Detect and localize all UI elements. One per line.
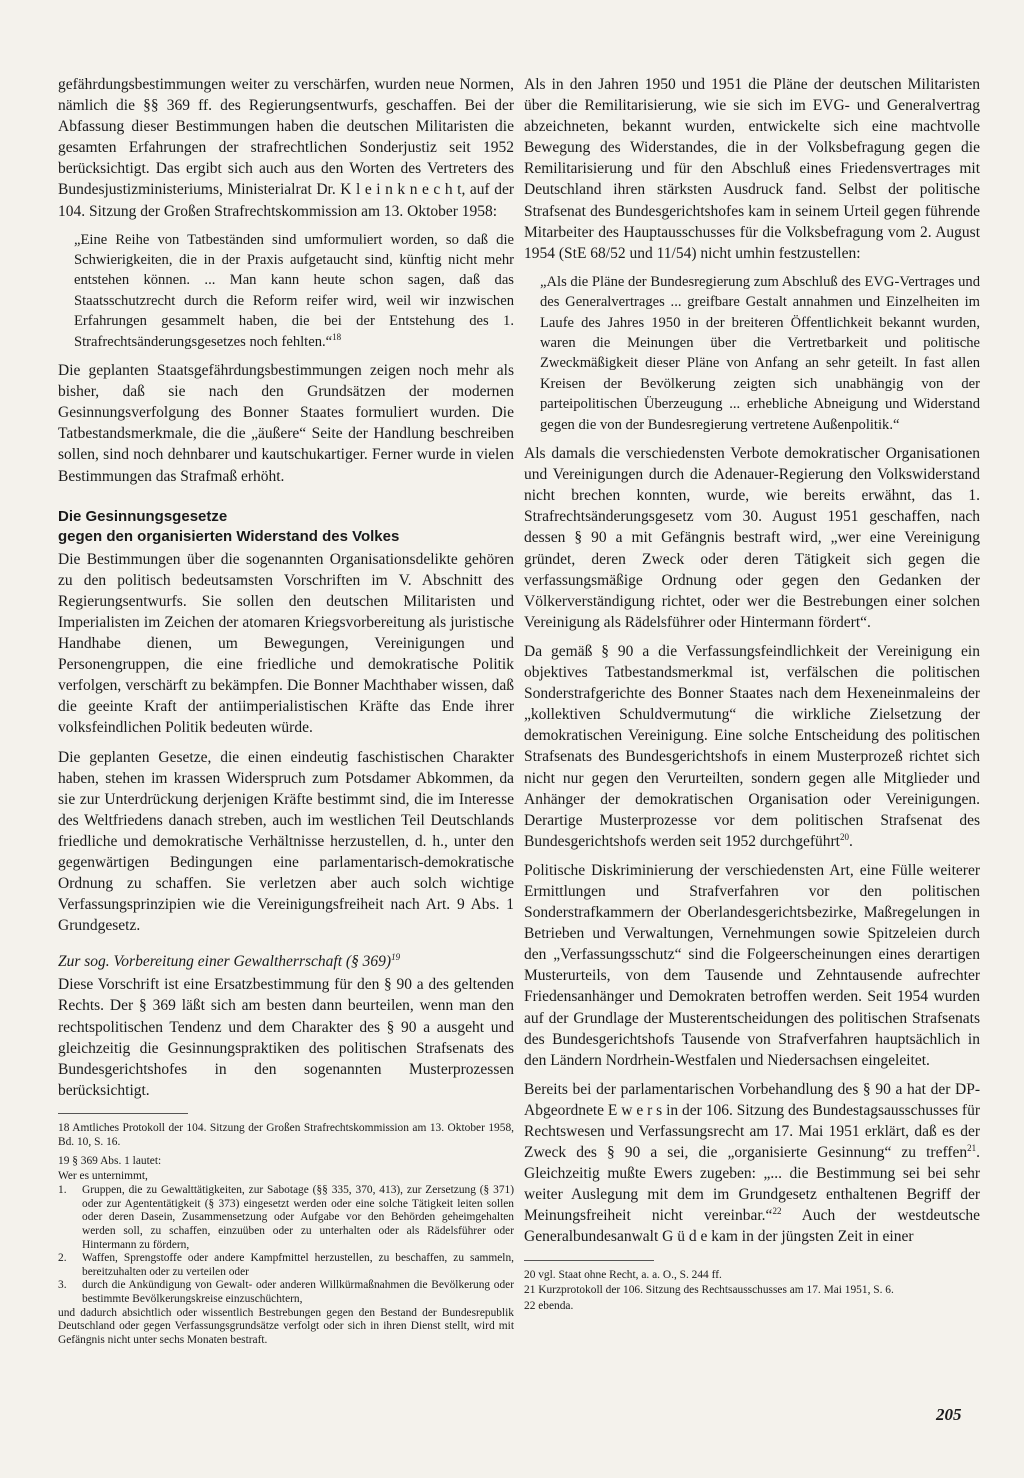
left-paragraph-1: gefährdungsbestimmungen weiter zu verschärfen, wurden neue Normen, nämlich die §§ 369 ff. des Regierungsentwurfs, geschaffen. Bei der Abfassung dieser Bestimmungen haben die deutschen Militaristen die gesamten Erfahrungen der strafrechtlichen Sonderjustiz seit 1952 berücksichtigt. Das ergibt sich auch aus den Worten des Vertreters des Bundesjustizministeriums, Ministerialrat Dr. K l e i n k n e c h t, auf der 104. Sitzung der Großen Strafrechtskommission am 13. Oktober 1958: [58,76,514,220]
footnote-20: 20 vgl. Staat ohne Recht, a. a. O., S. 244 ff. [524,1268,722,1281]
footnote-19-item-2 [58,1252,514,1279]
footnote-19-item-2-text: Waffen, Sprengstoffe oder andere Kampfmittel herzustellen, zu beschaffen, zu sammeln, bereitzuhalten oder zu verteilen oder [82,1252,514,1278]
footnote-ref-19: 19 [391,952,401,963]
left-paragraph-4: Die geplanten Gesetze, die einen eindeutig faschistischen Charakter haben, stehen im krassen Widerspruch zum Potsdamer Abkommen, da sie zur Unterdrückung derjenigen Kräfte bestimmt sind, die im Interesse des Weltfriedens danach streben, auch im westlichen Teil Deutschlands friedliche und demokratische Verhältnisse herzustellen, d. h., unter den gegenwärtigen Bedingungen eine parlamentarisch-demokratische Ordnung zu schaffen. Sie verletzen aber auch solch wichtige Verfassungsprinzipien wie die Vereinigungsfreiheit nach Art. 9 Abs. 1 Grundgesetz. [58,748,514,935]
footnote-ref-22: 22 [772,1206,782,1217]
left-column [58,74,514,1353]
footnote-rule-right [524,1260,654,1261]
footnote-ref-20: 20 [839,831,849,842]
left-paragraph-5: Diese Vorschrift ist eine Ersatzbestimmung für den § 90 a des geltenden Rechts. Der § 369 läßt sich am besten dann beurteilen, wenn man den rechtspolitischen Tendenz und dem Charakter des § 90 a ausgeht und gleichzeitig die Gesinnungspraktiken des politischen Strafsenats des Bundesgerichtshofes in den sogenannten Musterprozessen berücksichtigt. [58,976,514,1099]
right-paragraph-5-part-a: Bereits bei der parlamentarischen Vorbehandlung des § 90 a hat der DP-Abgeordnete E w e r s in der 106. Sitzung des Bundestagsausschusses für Rechtswesen und Verfassungsrecht am 17. Mai 1951 erklärt, daß es der Zweck des § 90 a sei, die „organisierte Gesinnung“ zu treffen [524,1080,980,1162]
footnote-19-intro: Wer es unternimmt, [58,1169,148,1182]
footnote-19-item-3-num: 3. [58,1279,67,1292]
right-paragraph-5-part-c: Auch der westdeutsche Generalbundesanwalt G ü d e kam in der jüngsten Zeit in einer [524,1207,980,1246]
footnote-22: 22 ebenda. [524,1299,574,1312]
right-column [524,74,980,1319]
page-number: 205 [936,1405,962,1424]
right-paragraph-4: Politische Diskriminierung der verschiedensten Art, eine Fülle weiterer Ermittlungen und Strafverfahren vor den politischen Sonderstrafkammern der Oberlandesgerichtsbezirke, Maßregelungen in Betrieben und Verwaltungen, Vernehmungen sowie Spitzeleien durch den „Verfassungsschutz“ sind die Folgeerscheinungen eines derartigen Musterurteils, von dem Tausende und Zehntausende aufrechter Friedensanhänger und Demokraten betroffen werden. Seit 1954 wurden auf der Grundlage der Musterentscheidungen des politischen Strafsenats des Bundesgerichtshofs Tausende von Strafverfahren hauptsächlich in den Ländern Nordrhein-Westfalen und Niedersachsen eingeleitet. [524,861,980,1069]
right-paragraph-1: Als in den Jahren 1950 und 1951 die Pläne der deutschen Militaristen über die Remilitarisierung, wie sie sich im EVG- und Generalvertrag abzeichneten, bekannt wurden, entwickelte sich eine machtvolle Bewegung des Widerstandes, die in der Volksbefragung gegen die Remilitarisierung und für den Abschluß eines Friedensvertrages mit Deutschland ihren stärksten Ausdruck fand. Selbst der politische Strafsenat des Bundesgerichtshofes kam in seinem Urteil gegen führende Mitarbeiter des Hauptausschusses für die Volksbefragung vom 2. August 1954 (StE 68/52 und 11/54) nicht umhin festzustellen: [524,76,980,262]
subsection-heading-text: Zur sog. Vorbereitung einer Gewaltherrschaft (§ 369) [58,953,392,971]
left-paragraph-3: Die Bestimmungen über die sogenannten Organisationsdelikte gehören zu den politisch bedeutsamsten Vorschriften im V. Abschnitt des Regierungsentwurfs. Sie sollen den deutschen Militaristen und Imperialisten im Zeichen der atomaren Kriegsvorbereitung als juristische Handhabe dienen, um Bewegungen, Vereinigungen und Personengruppen, die eine friedliche und demokratische Politik verfolgen, verschärft zu bekämpfen. Die Bonner Machthaber wissen, daß die geeinte Kraft der antiimperialistischen Kräfte das Ende ihrer volksfeindlichen Politik bedeuten würde. [58,550,514,737]
footnote-19-item-1-num: 1. [58,1184,67,1197]
footnote-19-list [58,1184,514,1306]
footnote-21: 21 Kurzprotokoll der 106. Sitzung des Rechtsausschusses am 17. Mai 1951, S. 6. [524,1284,894,1297]
left-quote-1-text: „Eine Reihe von Tatbeständen sind umformuliert worden, so daß die Schwierigkeiten, die in der Praxis aufgetaucht sind, künftig nicht mehr entstehen können. ... Man kann heute schon sagen, daß das Staatsschutzrecht durch die Reform reifer wird, weil wir inzwischen Erfahrungen gesammelt haben, die bei der Entstehung des 1. Strafrechtsänderungsgesetzes noch fehlten.“ [74,231,514,350]
footnote-ref-18: 18 [332,331,342,342]
subsection-heading [58,952,514,972]
footnote-19-item-2-num: 2. [58,1252,67,1265]
footnote-19-item-3-text: durch die Ankündigung von Gewalt- oder anderen Willkürmaßnahmen die Bevölkerung oder bestimmte Bevölkerungskreise einzuschüchtern, [82,1279,514,1306]
footnote-19-outro: und dadurch absichtlich oder wissentlich Bestrebungen gegen den Bestand der Bundesrepublik Deutschland oder gegen Verfassungsgrundsätze verfolgt oder sich in ihren Dienst stellt, wird mit Gefängnis nicht unter sechs Monaten bestraft. [58,1306,514,1346]
left-quote-1 [58,230,514,352]
footnote-rule-left [58,1113,188,1114]
section-heading-line-2: gegen den organisierten Widerstand des Volkes [58,527,400,545]
footnote-19-title: 19 § 369 Abs. 1 lautet: [58,1155,162,1168]
footnote-ref-21: 21 [967,1142,977,1153]
footnote-19-item-3 [58,1279,514,1306]
right-paragraph-5 [524,1079,980,1248]
right-quote-1: „Als die Pläne der Bundesregierung zum Abschluß des EVG-Vertrages und des Generalvertrages ... greifbare Gestalt annahmen und Einzelheiten im Laufe des Jahres 1950 in der breiteren Öffentlichkeit bekannt wurden, waren die Meinungen über die Vertretbarkeit und politische Zweckmäßigkeit dieser Pläne von Anfang an sehr geteilt. In fast allen Kreisen der Bevölkerung zeigten sich unabhängig von der parteipolitischen Überzeugung ... erhebliche Abneigung und Widerstand gegen die von der Bundesregierung vertretene Außenpolitik.“ [540,273,980,433]
footnote-19-item-1 [58,1184,514,1252]
left-paragraph-2: Die geplanten Staatsgefährdungsbestimmungen zeigen noch mehr als bisher, daß sie nach den Grundsätzen der modernen Gesinnungsverfolgung des Bonner Staates formuliert wurden. Die Tatbestandsmerkmale, die die „äußere“ Seite der Handlung beschreiben sollen, sind noch dehnbarer und kautschukartiger. Ferner wurde in vielen Bestimmungen das Strafmaß erhöht. [58,362,514,485]
footnote-18: 18 Amtliches Protokoll der 104. Sitzung der Großen Strafrechtskommission am 13. Oktober 1958, Bd. 10, S. 16. [58,1121,514,1148]
right-paragraph-3: Da gemäß § 90 a die Verfassungsfeindlichkeit der Vereinigung ein objektives Tatbestandsmerkmal ist, verfälschen die politischen Sonderstrafgerichte des Bonner Staates nach dem Hexeneinmaleins der „kollektiven Schuldvermutung“ die wirkliche Zielsetzung der demokratischen Vereinigung. Eine solche Entscheidung des politischen Strafsenats des Bundesgerichtshofs in einem Musterprozeß richtet sich nicht nur gegen den Verurteilten, sondern gegen alle Mitglieder und Anhänger der demokratischen Organisation oder Vereinigungen. Derartige Musterprozesse vor dem politischen Strafsenat des Bundesgerichtshofs werden seit 1952 durchgeführt$^{20}$. [524,642,980,850]
footnote-19-item-1-text: Gruppen, die zu Gewalttätigkeiten, zur Sabotage (§§ 335, 370, 413), zur Zersetzung (§ 371) oder zur Agententätigkeit (§ 373) eingesetzt werden oder eine solche Tätigkeit leiten sollen oder deren Dasein, Zusammensetzung oder Aufgabe vor den Behörden geheimgehalten werden soll, zu schaffen, einzuüben oder zu unterhalten oder als Rädelsführer oder Hintermann zu fördern, [82,1184,514,1251]
right-paragraph-3-text: Da gemäß § 90 a die Verfassungsfeindlichkeit der Vereinigung ein objektives Tatbestandsmerkmal ist, verfälschen die politischen Sonderstrafgerichte des Bonner Staates nach dem Hexeneinmaleins der „kollektiven Schuldvermutung“ die wirkliche Zielsetzung der demokratischen Vereinigung. Eine solche Entscheidung des politischen Strafsenats des Bundesgerichtshofs in einem Musterprozeß richtet sich nicht nur gegen den Verurteilten, sondern gegen alle Mitglieder und Anhänger der demokratischen Organisation oder Vereinigungen. Derartige Musterprozesse vor dem politischen Strafsenat des Bundesgerichtshofs werden seit 1952 durchgeführt [524,642,980,850]
right-paragraph-2: Als damals die verschiedensten Verbote demokratischer Organisationen und Vereinigungen durch die Adenauer-Regierung den Volkswiderstand nicht brechen konnten, wurde, wie bereits erwähnt, das 1. Strafrechtsänderungsgesetz vom 30. August 1951 geschaffen, nach dessen § 90 a mit Gefängnis bestraft wird, „wer eine Vereinigung gründet, deren Zweck oder deren Tätigkeit sich gegen die verfassungsmäßige Ordnung oder gegen den Gedanken der Völkerverständigung richtet, oder wer die Bestrebungen einer solchen Vereinigung als Rädelsführer oder Hintermann fördert“. [524,445,980,631]
right-paragraph-5-part-b: . Gleichzeitig mußte Ewers zugeben: „... die Bestimmung sei bei sehr weiter Auslegung mit dem im Grundgesetz enthaltenen Begriff der Meinungsfreiheit nicht vereinbar.“ [524,1144,980,1225]
section-heading-line-1: Die Gesinnungsgesetze [58,507,228,525]
